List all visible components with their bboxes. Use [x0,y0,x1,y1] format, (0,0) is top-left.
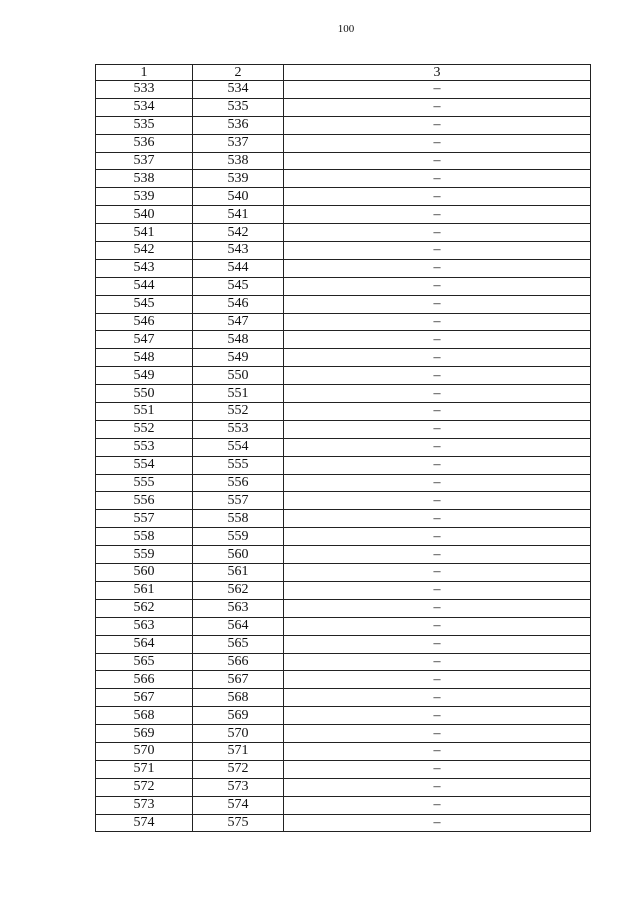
table-row [96,242,591,260]
table-cell-col-3: – [284,403,591,421]
table-cell-col-2: 545 [193,277,284,295]
table-cell-col-3: – [284,385,591,403]
table-cell-col-2: 567 [193,671,284,689]
table-cell-col-1: 534 [96,98,193,116]
table-row [96,653,591,671]
table-cell-col-2: 548 [193,331,284,349]
table-cell-col-2: 569 [193,707,284,725]
table-cell-col-2: 551 [193,385,284,403]
table-cell-col-1: 564 [96,635,193,653]
table-body [96,81,591,832]
table-cell-col-3: – [284,617,591,635]
table-cell-col-2: 550 [193,367,284,385]
table-row [96,98,591,116]
column-header-3: 3 [284,65,591,81]
table-cell-col-3: – [284,707,591,725]
table-row [96,510,591,528]
table-cell-col-1: 535 [96,116,193,134]
table-cell-col-2: 546 [193,295,284,313]
table-cell-col-2: 562 [193,581,284,599]
table-cell-col-1: 537 [96,152,193,170]
table-cell-col-3: – [284,796,591,814]
table-row [96,778,591,796]
table-row [96,528,591,546]
table-cell-col-1: 541 [96,224,193,242]
table-cell-col-1: 544 [96,277,193,295]
table-cell-col-1: 555 [96,474,193,492]
table-cell-col-3: – [284,438,591,456]
table-cell-col-1: 560 [96,564,193,582]
table-cell-col-1: 570 [96,742,193,760]
table-cell-col-3: – [284,152,591,170]
table-row [96,313,591,331]
table-cell-col-1: 574 [96,814,193,832]
table-cell-col-3: – [284,81,591,99]
table-cell-col-1: 569 [96,725,193,743]
table-cell-col-3: – [284,313,591,331]
table-cell-col-3: – [284,188,591,206]
table-cell-col-2: 568 [193,689,284,707]
table-cell-col-2: 544 [193,259,284,277]
table-row [96,403,591,421]
table-cell-col-1: 546 [96,313,193,331]
table-cell-col-3: – [284,420,591,438]
table-cell-col-2: 559 [193,528,284,546]
table-cell-col-3: – [284,742,591,760]
table-cell-col-2: 539 [193,170,284,188]
table-cell-col-2: 555 [193,456,284,474]
table-cell-col-2: 574 [193,796,284,814]
table-cell-col-1: 571 [96,760,193,778]
table-row [96,814,591,832]
table-cell-col-2: 558 [193,510,284,528]
table-cell-col-1: 565 [96,653,193,671]
table-row [96,492,591,510]
table-row [96,295,591,313]
table-row [96,796,591,814]
table-cell-col-2: 537 [193,134,284,152]
table-cell-col-3: – [284,599,591,617]
table-cell-col-1: 551 [96,403,193,421]
table-row [96,259,591,277]
table-cell-col-1: 567 [96,689,193,707]
table-row [96,707,591,725]
table-cell-col-3: – [284,224,591,242]
table-cell-col-2: 556 [193,474,284,492]
table-cell-col-3: – [284,206,591,224]
table-cell-col-1: 562 [96,599,193,617]
table-row [96,170,591,188]
table-cell-col-2: 549 [193,349,284,367]
table-cell-col-3: – [284,349,591,367]
table-cell-col-3: – [284,760,591,778]
table-cell-col-1: 554 [96,456,193,474]
table-cell-col-1: 548 [96,349,193,367]
table-row [96,385,591,403]
table-cell-col-2: 538 [193,152,284,170]
table-cell-col-2: 566 [193,653,284,671]
table-row [96,671,591,689]
table-cell-col-2: 570 [193,725,284,743]
table-row [96,81,591,99]
table-cell-col-1: 561 [96,581,193,599]
table-cell-col-2: 575 [193,814,284,832]
table-cell-col-2: 536 [193,116,284,134]
table-row [96,581,591,599]
table-cell-col-2: 535 [193,98,284,116]
table-cell-col-3: – [284,581,591,599]
table-cell-col-1: 556 [96,492,193,510]
table-row [96,206,591,224]
table-row [96,277,591,295]
table-row [96,116,591,134]
table-cell-col-1: 566 [96,671,193,689]
table-cell-col-3: – [284,98,591,116]
table-header [96,65,591,81]
table-cell-col-1: 536 [96,134,193,152]
table-cell-col-2: 552 [193,403,284,421]
table-cell-col-2: 540 [193,188,284,206]
table-cell-col-1: 557 [96,510,193,528]
table-cell-col-1: 558 [96,528,193,546]
table-cell-col-3: – [284,331,591,349]
table-cell-col-1: 549 [96,367,193,385]
table-cell-col-3: – [284,367,591,385]
table-cell-col-3: – [284,242,591,260]
table-cell-col-3: – [284,277,591,295]
table-cell-col-2: 557 [193,492,284,510]
table-cell-col-1: 543 [96,259,193,277]
table-cell-col-2: 542 [193,224,284,242]
table-row [96,742,591,760]
table-cell-col-2: 573 [193,778,284,796]
table-cell-col-3: – [284,170,591,188]
table-cell-col-3: – [284,653,591,671]
column-header-1: 1 [96,65,193,81]
table-cell-col-3: – [284,295,591,313]
table-cell-col-3: – [284,778,591,796]
table-cell-col-2: 572 [193,760,284,778]
table-row [96,188,591,206]
table-row [96,546,591,564]
table-row [96,134,591,152]
table-cell-col-3: – [284,671,591,689]
table-cell-col-1: 533 [96,81,193,99]
table-cell-col-3: – [284,510,591,528]
table-row [96,224,591,242]
table-cell-col-2: 571 [193,742,284,760]
table-cell-col-1: 573 [96,796,193,814]
table-row [96,152,591,170]
table-row [96,456,591,474]
table-cell-col-1: 568 [96,707,193,725]
table-cell-col-3: – [284,474,591,492]
table-cell-col-3: – [284,546,591,564]
page-number: 100 [337,23,355,35]
table-cell-col-1: 540 [96,206,193,224]
table-row [96,367,591,385]
header-row [96,65,591,81]
table-row [96,564,591,582]
column-header-2: 2 [193,65,284,81]
table-cell-col-3: – [284,259,591,277]
table-row [96,331,591,349]
table-row [96,599,591,617]
table-row [96,420,591,438]
table-cell-col-3: – [284,492,591,510]
table-cell-col-2: 543 [193,242,284,260]
table-cell-col-1: 572 [96,778,193,796]
table-row [96,689,591,707]
table-cell-col-3: – [284,814,591,832]
table-row [96,635,591,653]
table-cell-col-1: 553 [96,438,193,456]
table-cell-col-2: 564 [193,617,284,635]
table-cell-col-2: 554 [193,438,284,456]
table-row [96,349,591,367]
table-row [96,438,591,456]
table-cell-col-1: 550 [96,385,193,403]
table-cell-col-1: 552 [96,420,193,438]
table-cell-col-3: – [284,689,591,707]
table-cell-col-2: 534 [193,81,284,99]
table-cell-col-1: 539 [96,188,193,206]
table-cell-col-3: – [284,134,591,152]
table-cell-col-2: 565 [193,635,284,653]
table-cell-col-3: – [284,635,591,653]
table-cell-col-2: 553 [193,420,284,438]
table-cell-col-2: 547 [193,313,284,331]
table-row [96,617,591,635]
table-cell-col-3: – [284,116,591,134]
data-table [95,64,591,832]
table-cell-col-3: – [284,564,591,582]
table-cell-col-3: – [284,456,591,474]
table-cell-col-1: 563 [96,617,193,635]
table-cell-col-2: 563 [193,599,284,617]
table-row [96,474,591,492]
table-cell-col-2: 541 [193,206,284,224]
table-row [96,760,591,778]
table-cell-col-1: 547 [96,331,193,349]
table-cell-col-1: 559 [96,546,193,564]
table-cell-col-1: 538 [96,170,193,188]
table-cell-col-2: 560 [193,546,284,564]
table-cell-col-3: – [284,528,591,546]
table-cell-col-1: 545 [96,295,193,313]
table-cell-col-1: 542 [96,242,193,260]
table-row [96,725,591,743]
table-cell-col-3: – [284,725,591,743]
table-cell-col-2: 561 [193,564,284,582]
